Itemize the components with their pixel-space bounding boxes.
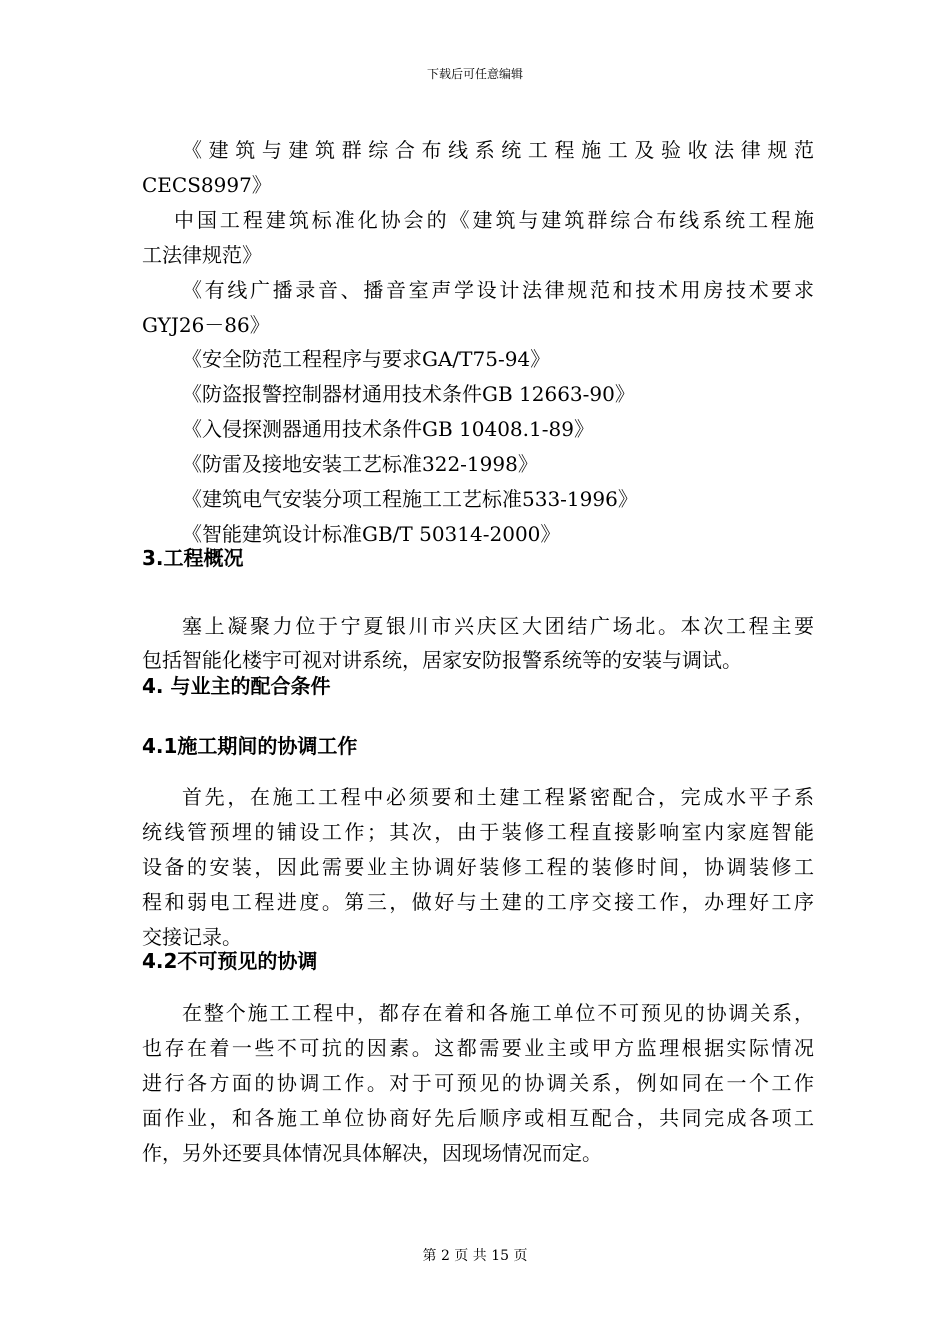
standard-item-4: 《安全防范工程程序与要求GA/T75-94》 <box>182 347 551 371</box>
section-4-1-para-line-2: 统线管预埋的铺设工作；其次，由于装修工程直接影响室内家庭智能 <box>142 820 814 844</box>
section-4-2-para-line-4: 面作业，和各施工单位协商好先后顺序或相互配合，共同完成各项工 <box>142 1106 814 1130</box>
standard-item-3-line-1: 《有线广播录音、播音室声学设计法律规范和技术用房技术要求 <box>182 278 814 302</box>
section-4-2-heading: 4.2不可预见的协调 <box>142 949 318 973</box>
standard-item-3-line-2: GYJ26－86》 <box>142 313 270 337</box>
section-4-1-para-line-5: 交接记录。 <box>142 925 242 949</box>
section-4-1-para-line-1: 首先，在施工工程中必须要和土建工程紧密配合，完成水平子系 <box>182 785 814 809</box>
section-4-1-para-line-4: 程和弱电工程进度。第三，做好与土建的工序交接工作，办理好工序 <box>142 890 814 914</box>
section-3-heading: 3.工程概况 <box>142 546 244 570</box>
section-4-2-para-line-3: 进行各方面的协调工作。对于可预见的协调关系，例如同在一个工作 <box>142 1071 814 1095</box>
standard-item-2-line-2: 工法律规范》 <box>142 243 262 267</box>
page-header: 下载后可任意编辑 <box>426 67 523 81</box>
section-3-para-line-2: 包括智能化楼宇可视对讲系统，居家安防报警系统等的安装与调试。 <box>142 648 742 672</box>
section-4-heading: 4. 与业主的配合条件 <box>142 674 331 698</box>
section-4-2-para-line-5: 作，另外还要具体情况具体解决，因现场情况而定。 <box>142 1141 602 1165</box>
section-3-para-line-1: 塞上凝聚力位于宁夏银川市兴庆区大团结广场北。本次工程主要 <box>182 614 814 638</box>
standard-item-9: 《智能建筑设计标准GB/T 50314-2000》 <box>182 522 561 546</box>
standard-item-7: 《防雷及接地安装工艺标准322-1998》 <box>182 452 538 476</box>
page-footer: 第 2 页 共 15 页 <box>422 1248 528 1264</box>
standard-item-8: 《建筑电气安装分项工程施工工艺标准533-1996》 <box>182 487 638 511</box>
standard-item-5: 《防盗报警控制器材通用技术条件GB 12663-90》 <box>182 382 635 406</box>
standard-item-6: 《入侵探测器通用技术条件GB 10408.1-89》 <box>182 417 594 441</box>
section-4-1-heading: 4.1施工期间的协调工作 <box>142 734 358 758</box>
section-4-1-para-line-3: 设备的安装，因此需要业主协调好装修工程的装修时间，协调装修工 <box>142 855 814 879</box>
section-4-2-para-line-2: 也存在着一些不可抗的因素。这都需要业主或甲方监理根据实际情况 <box>142 1036 814 1060</box>
standard-item-2-line-1: 中国工程建筑标准化协会的《建筑与建筑群综合布线系统工程施 <box>174 208 814 232</box>
section-4-2-para-line-1: 在整个施工工程中，都存在着和各施工单位不可预见的协调关系， <box>182 1001 814 1025</box>
standard-item-1-line-2: CECS8997》 <box>142 173 272 197</box>
standard-item-1-line-1: 《建筑与建筑群综合布线系统工程施工及验收法律规范 <box>182 138 814 162</box>
